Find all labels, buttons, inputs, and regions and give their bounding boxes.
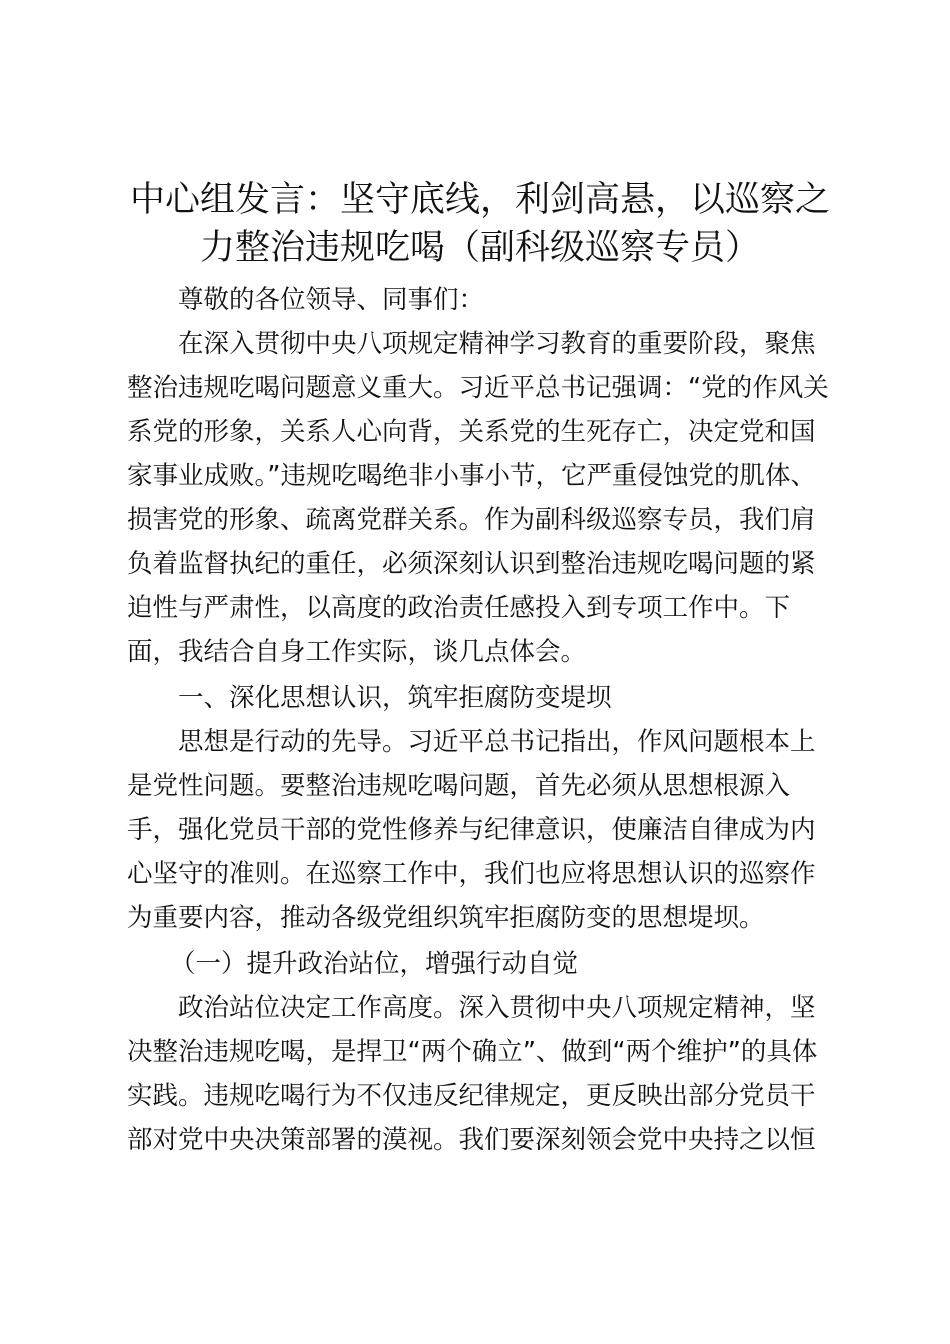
subsection-paragraph-line: 部对党中央决策部署的漠视。我们要深刻领会党中央持之以恒: [127, 1125, 816, 1155]
intro-paragraph-line: 整治违规吃喝问题意义重大。习近平总书记强调：“党的作风关: [127, 373, 829, 403]
section-heading: 一、深化思想认识，筑牢拒腐防变堤坝: [178, 683, 612, 713]
intro-paragraph-line: 面，我结合自身工作实际，谈几点体会。: [127, 637, 587, 667]
intro-paragraph-line: 负着监督执纪的重任，必须深刻认识到整治违规吃喝问题的紧: [127, 549, 816, 579]
intro-paragraph-line: 家事业成败。”违规吃喝绝非小事小节，它严重侵蚀党的肌体、: [127, 461, 816, 491]
section-paragraph-line: 思想是行动的先导。习近平总书记指出，作风问题根本上: [178, 727, 816, 757]
subsection-heading: （一）提升政治站位，增强行动自觉: [170, 949, 579, 979]
section-paragraph-line: 是党性问题。要整治违规吃喝问题，首先必须从思想根源入: [127, 771, 791, 801]
document-title-line-1: 中心组发言：坚守底线，利剑高悬，以巡察之: [129, 180, 830, 220]
subsection-paragraph-line: 实践。违规吃喝行为不仅违反纪律规定，更反映出部分党员干: [127, 1081, 816, 1111]
section-paragraph-line: 心坚守的准则。在巡察工作中，我们也应将思想认识的巡察作: [127, 859, 816, 889]
salutation: 尊敬的各位领导、同事们：: [178, 285, 485, 315]
intro-paragraph-line: 迫性与严肃性，以高度的政治责任感投入到专项工作中。下: [127, 593, 791, 623]
subsection-paragraph-line: 政治站位决定工作高度。深入贯彻中央八项规定精神，坚: [178, 993, 816, 1023]
document-title-line-2: 力整治违规吃喝（副科级巡察专员）: [199, 228, 760, 268]
intro-paragraph-line: 系党的形象，关系人心向背，关系党的生死存亡，决定党和国: [127, 417, 816, 447]
intro-paragraph-line: 损害党的形象、疏离党群关系。作为副科级巡察专员，我们肩: [127, 505, 816, 535]
section-paragraph-line: 手，强化党员干部的党性修养与纪律意识，使廉洁自律成为内: [127, 815, 816, 845]
intro-paragraph-line: 在深入贯彻中央八项规定精神学习教育的重要阶段，聚焦: [178, 329, 816, 359]
section-paragraph-line: 为重要内容，推动各级党组织筑牢拒腐防变的思想堤坝。: [127, 903, 765, 933]
subsection-paragraph-line: 决整治违规吃喝，是捍卫“两个确立”、做到“两个维护”的具体: [127, 1037, 818, 1067]
